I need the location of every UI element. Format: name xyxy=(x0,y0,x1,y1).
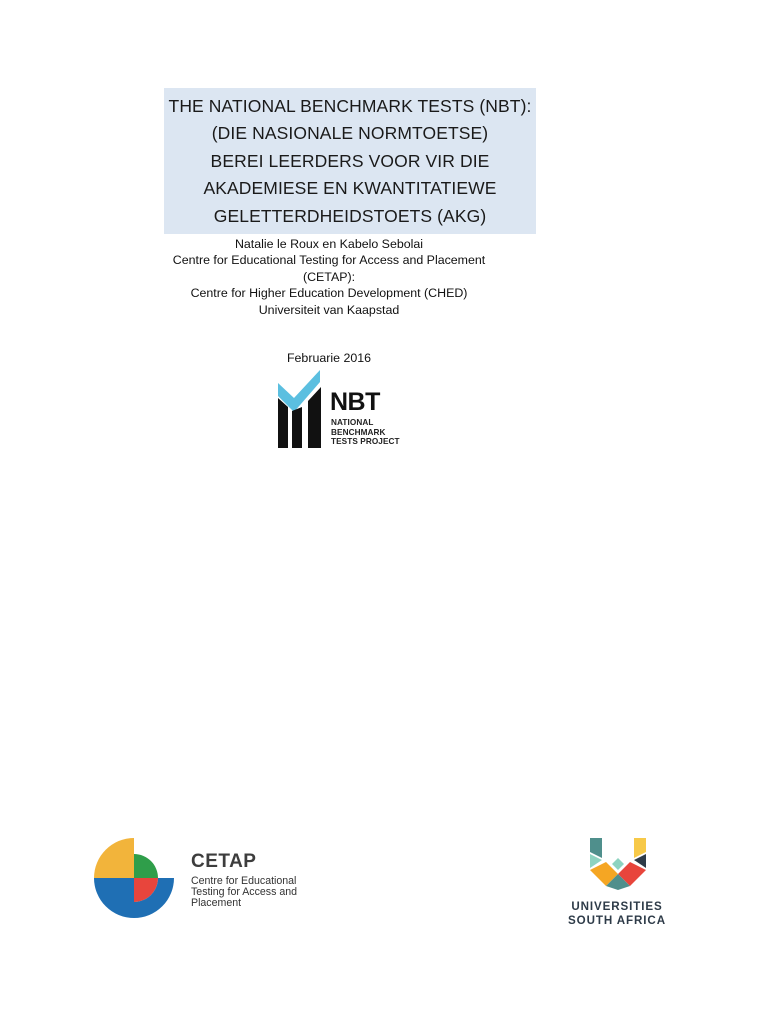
nbt-subtitle-line: NATIONAL xyxy=(331,418,374,427)
authors: Natalie le Roux en Kabelo Sebolai xyxy=(234,237,424,251)
cetap-orange-quarter xyxy=(94,838,134,878)
title-line: THE NATIONAL BENCHMARK TESTS (NBT): xyxy=(168,96,532,116)
cetap-subtitle-line: Placement xyxy=(191,897,242,909)
cetap-subtitle-line: Centre for Educational xyxy=(191,875,297,887)
usaf-wordmark xyxy=(560,900,674,928)
cetap-logo-mark xyxy=(92,836,182,920)
cetap-subtitle xyxy=(191,876,297,909)
usaf-mint-bottom xyxy=(612,858,624,870)
author-info xyxy=(164,236,494,318)
title-box xyxy=(164,88,536,234)
publication-date: Februarie 2016 xyxy=(286,351,372,365)
nbt-logo xyxy=(276,369,402,451)
cetap-blue-half xyxy=(94,878,174,918)
nbt-subtitle-line: TESTS PROJECT xyxy=(331,437,400,446)
cetap-subtitle-line: Testing for Access and xyxy=(191,886,297,898)
cetap-logo xyxy=(92,836,312,920)
cetap-wordmark: CETAP xyxy=(191,851,257,872)
title-line: GELETTERDHEIDSTOETS (AKG) xyxy=(213,205,487,226)
university-name: Universiteit van Kaapstad xyxy=(258,302,400,317)
title-line: AKADEMIESE EN KWANTITATIEWE xyxy=(203,178,497,199)
ched-name: Centre for Higher Education Development (CHED) xyxy=(190,286,468,301)
nbt-subtitle xyxy=(331,418,400,447)
usaf-line: UNIVERSITIES xyxy=(571,900,663,913)
nbt-bar-middle xyxy=(292,407,302,448)
usaf-logo-mark xyxy=(560,834,674,896)
centre-abbreviation: (CETAP): xyxy=(302,269,356,284)
nbt-bar-left xyxy=(278,398,288,448)
nbt-subtitle-line: BENCHMARK xyxy=(331,427,386,437)
nbt-bar-right xyxy=(308,387,321,448)
usaf-line: SOUTH AFRICA xyxy=(568,914,666,927)
title-line: (DIE NASIONALE NORMTOETSE) xyxy=(211,123,489,144)
usaf-logo xyxy=(560,834,680,934)
title-line: BEREI LEERDERS VOOR VIR DIE xyxy=(210,150,490,171)
cetap-green-quarter xyxy=(134,854,158,878)
nbt-wordmark: NBT xyxy=(330,388,380,416)
centre-name: Centre for Educational Testing for Access and Placement xyxy=(172,253,486,268)
